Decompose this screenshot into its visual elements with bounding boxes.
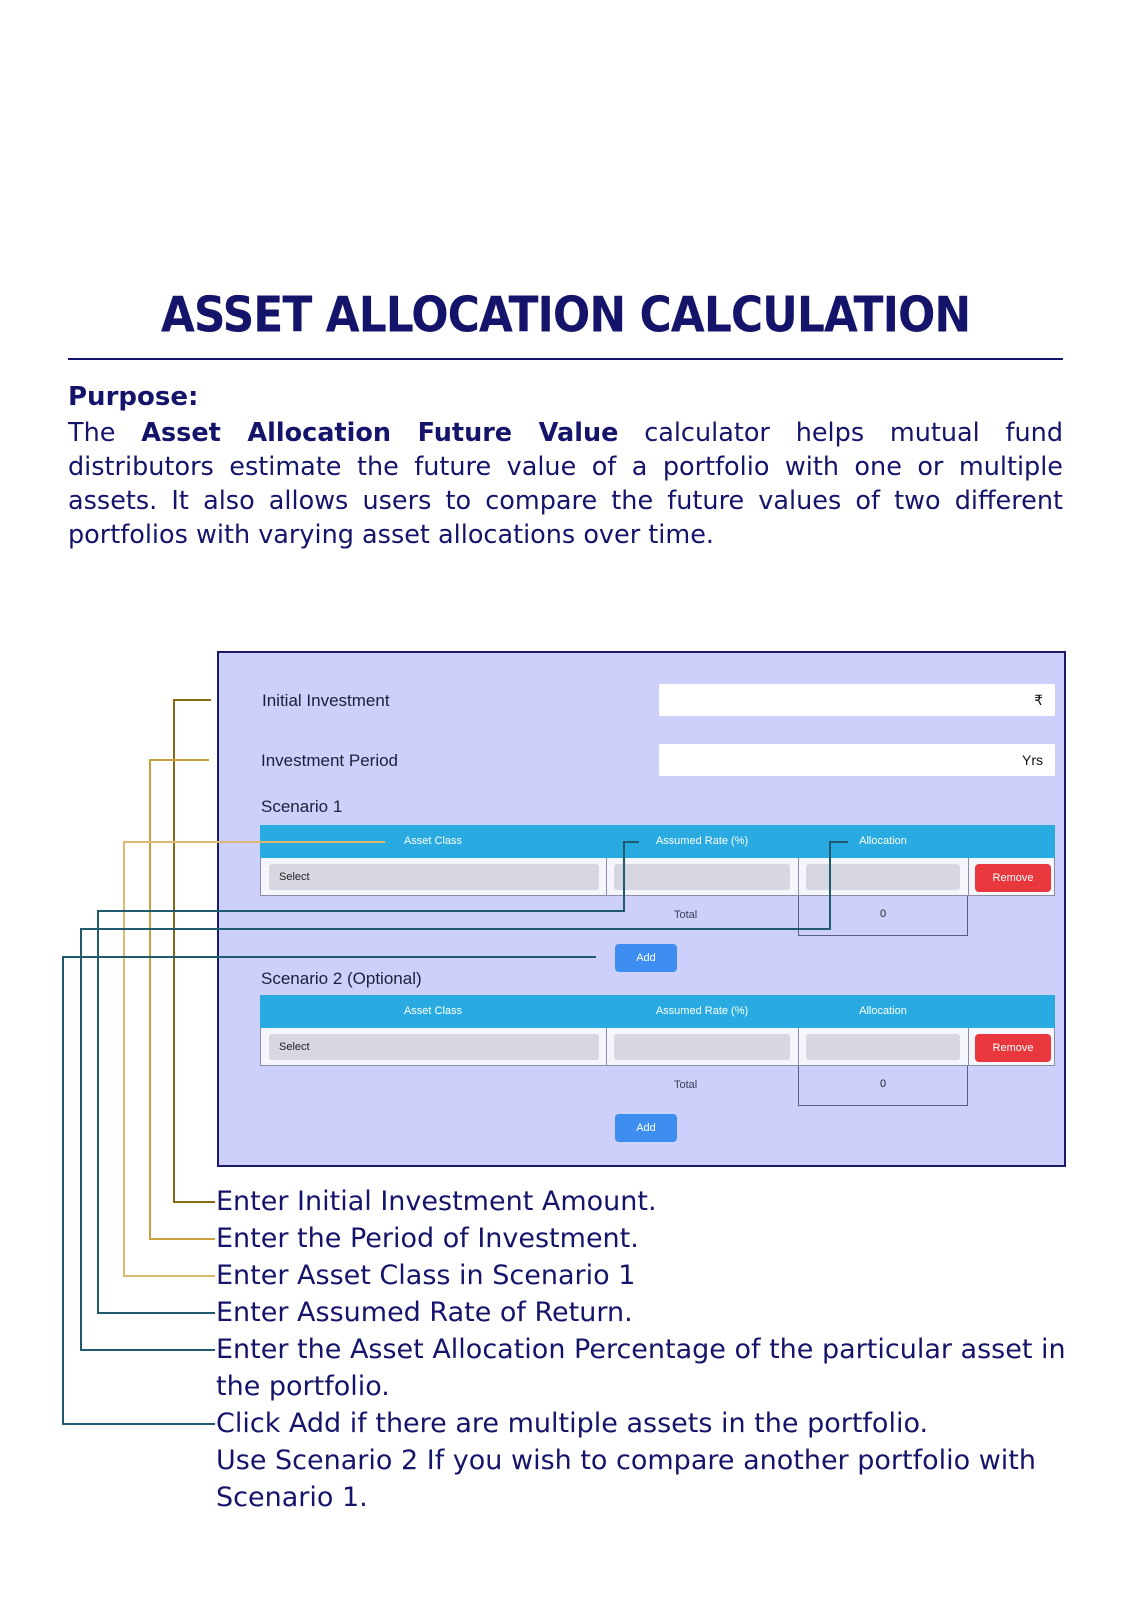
years-unit: Yrs xyxy=(1022,752,1043,768)
scenario2-title: Scenario 2 (Optional) xyxy=(261,969,422,988)
annotation-assumed-rate: Enter Assumed Rate of Return. xyxy=(216,1297,633,1328)
scenario2-remove-button[interactable]: Remove xyxy=(975,1034,1051,1062)
scenario1-col-allocation: Allocation xyxy=(859,835,907,847)
scenario1-total-label: Total xyxy=(674,909,698,921)
purpose-text-the: The xyxy=(68,418,116,448)
initial-investment-label: Initial Investment xyxy=(262,691,390,710)
scenario2-col-allocation: Allocation xyxy=(859,1005,907,1017)
leader-investment-period xyxy=(150,760,215,1239)
investment-period-label: Investment Period xyxy=(261,751,399,770)
scenario1-asset-class-select[interactable]: Select xyxy=(269,864,599,890)
scenario2-total-label: Total xyxy=(674,1079,698,1091)
scenario1-col-asset-class: Asset Class xyxy=(403,835,463,847)
scenario2-asset-class-select[interactable]: Select xyxy=(269,1034,599,1060)
annotation-investment-period: Enter the Period of Investment. xyxy=(216,1223,639,1254)
scenario2-col-assumed-rate: Assumed Rate (%) xyxy=(655,1005,749,1017)
scenario1-total-value: 0 xyxy=(798,896,968,936)
annotation-asset-class: Enter Asset Class in Scenario 1 xyxy=(216,1260,636,1291)
leader-initial-investment xyxy=(174,700,215,1202)
scenario2-add-button[interactable]: Add xyxy=(615,1114,677,1142)
annotation-scenario2: Use Scenario 2 If you wish to compare another portfolio with Scenario 1. xyxy=(216,1445,1036,1513)
scenario2-col-asset-class: Asset Class xyxy=(403,1005,463,1017)
annotation-allocation: Enter the Asset Allocation Percentage of the particular asset in the portfolio. xyxy=(216,1334,1066,1402)
scenario1-add-button[interactable]: Add xyxy=(615,944,677,972)
scenario1-col-assumed-rate: Assumed Rate (%) xyxy=(655,835,749,847)
purpose-label: Purpose: xyxy=(68,382,199,412)
annotation-initial-investment: Enter Initial Investment Amount. xyxy=(216,1186,657,1217)
page-title: ASSET ALLOCATION CALCULATION xyxy=(160,286,971,345)
scenario1-title: Scenario 1 xyxy=(261,797,343,816)
annotation-add: Click Add if there are multiple assets in the portfolio. xyxy=(216,1408,929,1439)
purpose-text-rest: calculator helps mutual fund distributors estimate the future value of a portfolio with one or multiple assets. It also allows users to compare the future values of two different portfolios with varying asset allocations over time. xyxy=(68,418,1064,550)
rupee-icon: ₹ xyxy=(1034,692,1043,708)
purpose-text-bold: Asset Allocation Future Value xyxy=(141,418,619,448)
scenario2-total-value: 0 xyxy=(798,1066,968,1106)
scenario1-remove-button[interactable]: Remove xyxy=(975,864,1051,892)
